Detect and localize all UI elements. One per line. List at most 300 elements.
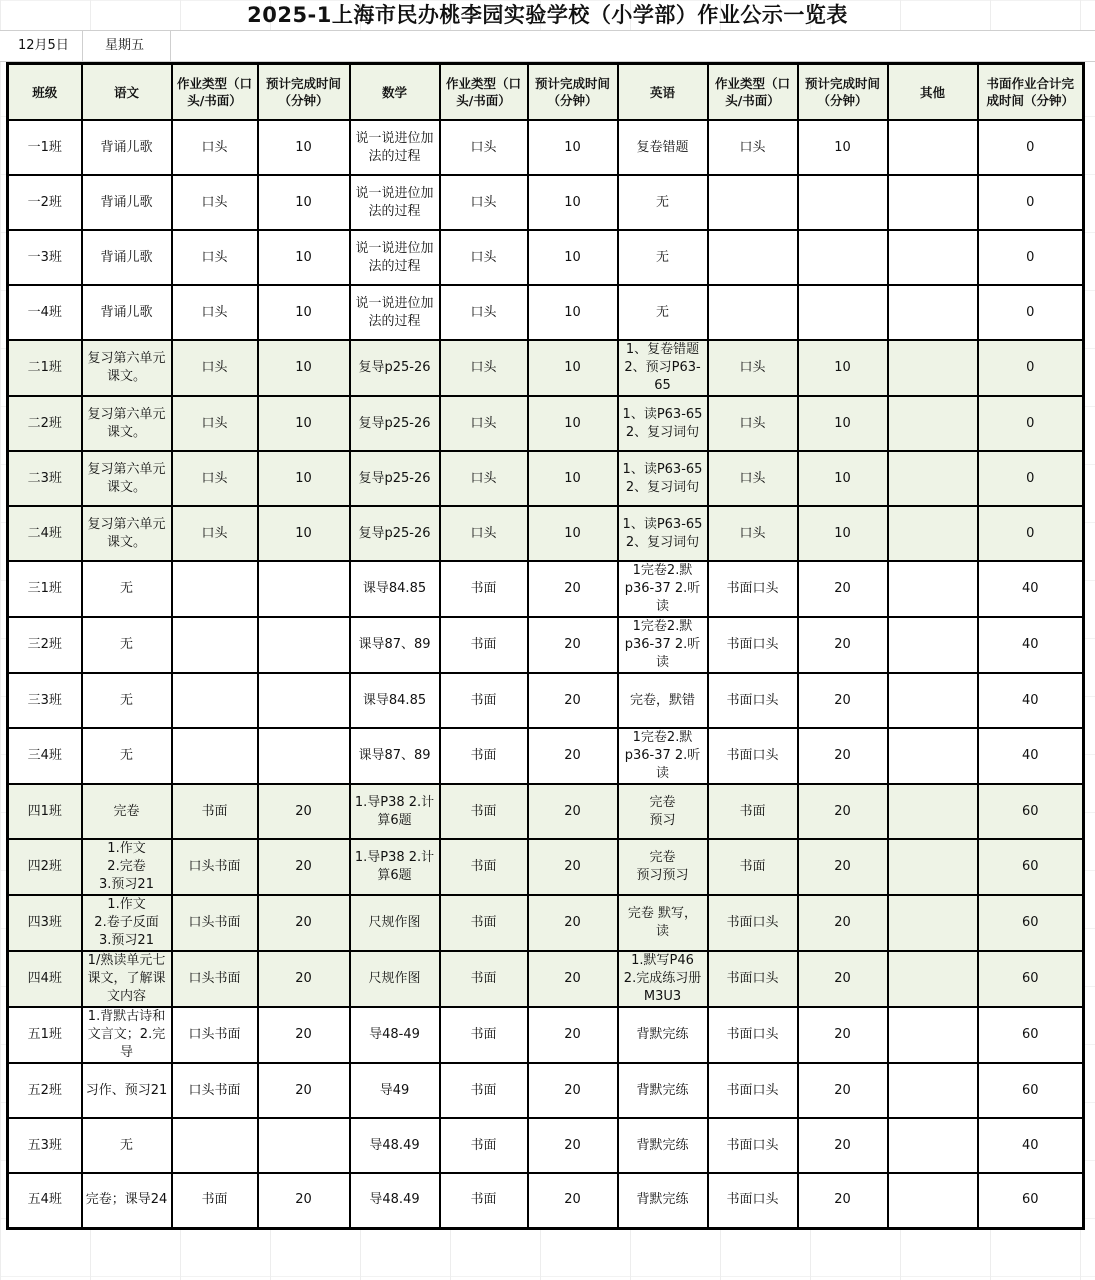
cell-written-total[interactable]: [978, 506, 1084, 561]
cell-class[interactable]: [8, 230, 82, 285]
cell-text: 书面口头: [726, 692, 779, 708]
cell-written-total[interactable]: [978, 617, 1084, 673]
cell-class[interactable]: [8, 340, 82, 396]
cell-chinese-time[interactable]: [258, 1173, 350, 1228]
cell-english-type[interactable]: [708, 673, 798, 728]
cell-math[interactable]: [350, 895, 440, 951]
cell-chinese[interactable]: [82, 230, 172, 285]
cell-english-time[interactable]: [798, 673, 888, 728]
cell-other[interactable]: [888, 230, 978, 285]
cell-chinese-type[interactable]: [172, 617, 258, 673]
cell-math[interactable]: [350, 1063, 440, 1118]
cell-math-time[interactable]: [528, 1118, 618, 1173]
cell-chinese-time[interactable]: [258, 617, 350, 673]
cell-chinese-type[interactable]: [172, 340, 258, 396]
cell-math-time[interactable]: [528, 1007, 618, 1063]
cell-english-type[interactable]: [708, 285, 798, 340]
cell-english-type[interactable]: [708, 895, 798, 951]
cell-chinese-type[interactable]: [172, 561, 258, 617]
cell-english-type[interactable]: [708, 839, 798, 895]
cell-english[interactable]: [618, 285, 708, 340]
cell-chinese-type[interactable]: [172, 673, 258, 728]
header-written-total[interactable]: [978, 64, 1084, 121]
cell-math-time[interactable]: [528, 396, 618, 451]
cell-english[interactable]: [618, 120, 708, 175]
cell-class[interactable]: [8, 1063, 82, 1118]
cell-math-type[interactable]: [440, 1063, 528, 1118]
cell-text: 20: [834, 748, 851, 763]
cell-math[interactable]: [350, 120, 440, 175]
cell-written-total[interactable]: [978, 1007, 1084, 1063]
cell-text: 20: [834, 637, 851, 652]
cell-chinese[interactable]: [82, 728, 172, 784]
cell-english-type[interactable]: [708, 728, 798, 784]
cell-english[interactable]: [618, 1007, 708, 1063]
cell-other[interactable]: [888, 285, 978, 340]
cell-english-time[interactable]: [798, 506, 888, 561]
header-chinese-time[interactable]: [258, 64, 350, 121]
cell-chinese[interactable]: [82, 1007, 172, 1063]
header-english-time[interactable]: [798, 64, 888, 121]
cell-math-time[interactable]: [528, 230, 618, 285]
cell-other[interactable]: [888, 506, 978, 561]
cell-chinese-type[interactable]: [172, 728, 258, 784]
cell-english-type[interactable]: [708, 1063, 798, 1118]
cell-math-time[interactable]: [528, 120, 618, 175]
cell-english-time[interactable]: [798, 1173, 888, 1228]
cell-chinese-type[interactable]: [172, 451, 258, 506]
cell-math-time[interactable]: [528, 784, 618, 839]
cell-other[interactable]: [888, 895, 978, 951]
cell-text: 无: [655, 194, 669, 210]
cell-math[interactable]: [350, 1118, 440, 1173]
cell-english[interactable]: [618, 951, 708, 1007]
cell-chinese-type[interactable]: [172, 175, 258, 230]
cell-written-total[interactable]: [978, 451, 1084, 506]
header-math-time[interactable]: [528, 64, 618, 121]
cell-math-time[interactable]: [528, 451, 618, 506]
cell-text: 三1班: [27, 581, 62, 596]
cell-class[interactable]: [8, 285, 82, 340]
cell-text: 60: [1021, 803, 1039, 819]
cell-chinese-time[interactable]: [258, 728, 350, 784]
cell-math-time[interactable]: [528, 340, 618, 396]
cell-chinese[interactable]: [82, 285, 172, 340]
cell-text: 书面: [470, 692, 497, 708]
cell-text: 0: [1026, 360, 1035, 375]
cell-english[interactable]: [618, 175, 708, 230]
cell-english[interactable]: [618, 728, 708, 784]
cell-english-type[interactable]: [708, 1173, 798, 1228]
cell-chinese[interactable]: [82, 1063, 172, 1118]
cell-english-time[interactable]: [798, 175, 888, 230]
cell-chinese[interactable]: [82, 895, 172, 951]
cell-written-total[interactable]: [978, 1173, 1084, 1228]
cell-english-time[interactable]: [798, 561, 888, 617]
cell-math-type[interactable]: [440, 230, 528, 285]
cell-english-time[interactable]: [798, 230, 888, 285]
cell-text: 五2班: [27, 1082, 62, 1098]
cell-chinese-type[interactable]: [172, 1173, 258, 1228]
cell-english[interactable]: [618, 230, 708, 285]
cell-written-total[interactable]: [978, 895, 1084, 951]
cell-chinese[interactable]: [82, 1118, 172, 1173]
cell-text: 1.导P38 2.计算6题: [354, 850, 435, 883]
cell-written-total[interactable]: [978, 1118, 1084, 1173]
cell-chinese-time[interactable]: [258, 396, 350, 451]
cell-written-total[interactable]: [978, 175, 1084, 230]
cell-text: 20: [564, 1137, 581, 1153]
cell-class[interactable]: [8, 396, 82, 451]
cell-english-type[interactable]: [708, 1007, 798, 1063]
cell-math-type[interactable]: [440, 1007, 528, 1063]
cell-text: 书面: [470, 803, 497, 819]
cell-english[interactable]: [618, 617, 708, 673]
cell-english[interactable]: [618, 396, 708, 451]
cell-chinese-time[interactable]: [258, 784, 350, 839]
cell-other[interactable]: [888, 1063, 978, 1118]
cell-chinese[interactable]: [82, 175, 172, 230]
cell-other[interactable]: [888, 1118, 978, 1173]
cell-text: 口头: [201, 194, 228, 210]
cell-other[interactable]: [888, 396, 978, 451]
cell-english-type[interactable]: [708, 561, 798, 617]
cell-math[interactable]: [350, 1007, 440, 1063]
cell-class[interactable]: [8, 617, 82, 673]
cell-text: 0: [1026, 194, 1035, 210]
header-label: 预计完成时间（分钟）: [265, 76, 341, 108]
homework-table: [6, 62, 1085, 1230]
cell-chinese-time[interactable]: [258, 895, 350, 951]
cell-other[interactable]: [888, 175, 978, 230]
cell-other[interactable]: [888, 784, 978, 839]
header-english-type[interactable]: [708, 64, 798, 121]
cell-math-type[interactable]: [440, 451, 528, 506]
cell-math-type[interactable]: [440, 728, 528, 784]
cell-written-total[interactable]: [978, 673, 1084, 728]
cell-chinese-time[interactable]: [258, 561, 350, 617]
cell-chinese-type[interactable]: [172, 230, 258, 285]
cell-math-time[interactable]: [528, 506, 618, 561]
cell-written-total[interactable]: [978, 728, 1084, 784]
header-english[interactable]: [618, 64, 708, 121]
cell-math-time[interactable]: [528, 895, 618, 951]
table-row: [8, 839, 1084, 895]
cell-english-type[interactable]: [708, 784, 798, 839]
cell-class[interactable]: [8, 1173, 82, 1228]
cell-math-time[interactable]: [528, 951, 618, 1007]
header-other[interactable]: [888, 64, 978, 121]
cell-english[interactable]: [618, 784, 708, 839]
cell-other[interactable]: [888, 673, 978, 728]
cell-chinese-type[interactable]: [172, 120, 258, 175]
cell-class[interactable]: [8, 839, 82, 895]
cell-text: 1.背默古诗和文言文；2.完导: [87, 1009, 166, 1060]
cell-english[interactable]: [618, 451, 708, 506]
cell-text: 口头: [470, 470, 497, 486]
cell-chinese-type[interactable]: [172, 784, 258, 839]
cell-math-time[interactable]: [528, 839, 618, 895]
cell-text: 20: [564, 581, 581, 596]
cell-english-type[interactable]: [708, 617, 798, 673]
cell-text: 书面口头: [726, 581, 779, 596]
cell-math-type[interactable]: [440, 396, 528, 451]
cell-math[interactable]: [350, 839, 440, 895]
cell-math[interactable]: [350, 340, 440, 396]
cell-english[interactable]: [618, 561, 708, 617]
cell-english-time[interactable]: [798, 396, 888, 451]
weekday-cell[interactable]: 星期五: [105, 38, 145, 53]
cell-math-type[interactable]: [440, 175, 528, 230]
cell-chinese[interactable]: [82, 396, 172, 451]
cell-written-total[interactable]: [978, 951, 1084, 1007]
cell-chinese-time[interactable]: [258, 120, 350, 175]
cell-english-time[interactable]: [798, 340, 888, 396]
cell-class[interactable]: [8, 784, 82, 839]
cell-chinese-time[interactable]: [258, 175, 350, 230]
cell-english-time[interactable]: [798, 1007, 888, 1063]
cell-chinese-type[interactable]: [172, 895, 258, 951]
cell-math[interactable]: [350, 396, 440, 451]
date-cell[interactable]: 12月5日: [18, 38, 69, 53]
cell-math[interactable]: [350, 1173, 440, 1228]
cell-text: 60: [1021, 971, 1039, 986]
cell-math-type[interactable]: [440, 120, 528, 175]
cell-text: 书面: [470, 915, 497, 930]
cell-text: 1.作文 2.卷子反面 3.预习21: [94, 897, 159, 948]
cell-text: 口头: [739, 470, 766, 486]
cell-math-time[interactable]: [528, 285, 618, 340]
cell-chinese-time[interactable]: [258, 951, 350, 1007]
cell-other[interactable]: [888, 839, 978, 895]
cell-other[interactable]: [888, 1173, 978, 1228]
cell-chinese[interactable]: [82, 451, 172, 506]
cell-math-type[interactable]: [440, 673, 528, 728]
cell-other[interactable]: [888, 951, 978, 1007]
cell-math-type[interactable]: [440, 839, 528, 895]
cell-chinese-time[interactable]: [258, 230, 350, 285]
cell-written-total[interactable]: [978, 839, 1084, 895]
cell-math[interactable]: [350, 784, 440, 839]
cell-written-total[interactable]: [978, 561, 1084, 617]
cell-text: 10: [564, 360, 581, 375]
cell-text: 书面口头: [726, 1027, 779, 1042]
header-math[interactable]: [350, 64, 440, 121]
cell-other[interactable]: [888, 340, 978, 396]
cell-english-time[interactable]: [798, 895, 888, 951]
cell-text: 复导p25-26: [358, 415, 431, 431]
cell-chinese[interactable]: [82, 1173, 172, 1228]
cell-math[interactable]: [350, 175, 440, 230]
cell-text: 口头: [470, 360, 497, 375]
cell-class[interactable]: [8, 506, 82, 561]
cell-math-type[interactable]: [440, 1118, 528, 1173]
cell-written-total[interactable]: [978, 396, 1084, 451]
cell-chinese[interactable]: [82, 951, 172, 1007]
table-row: [8, 895, 1084, 951]
cell-english-type[interactable]: [708, 396, 798, 451]
header-label: 数学: [381, 84, 407, 100]
cell-math-type[interactable]: [440, 1173, 528, 1228]
cell-english-time[interactable]: [798, 1063, 888, 1118]
cell-math[interactable]: [350, 285, 440, 340]
cell-math[interactable]: [350, 728, 440, 784]
cell-text: 60: [1021, 1192, 1039, 1208]
cell-chinese[interactable]: [82, 839, 172, 895]
cell-math-time[interactable]: [528, 673, 618, 728]
cell-class[interactable]: [8, 175, 82, 230]
cell-written-total[interactable]: [978, 285, 1084, 340]
table-body: [8, 120, 1084, 1228]
cell-math[interactable]: [350, 451, 440, 506]
cell-chinese-type[interactable]: [172, 1007, 258, 1063]
cell-math[interactable]: [350, 673, 440, 728]
cell-english-time[interactable]: [798, 728, 888, 784]
cell-english-type[interactable]: [708, 951, 798, 1007]
cell-class[interactable]: [8, 673, 82, 728]
cell-chinese[interactable]: [82, 340, 172, 396]
cell-written-total[interactable]: [978, 230, 1084, 285]
cell-math-type[interactable]: [440, 951, 528, 1007]
cell-other[interactable]: [888, 561, 978, 617]
cell-math-time[interactable]: [528, 1173, 618, 1228]
cell-written-total[interactable]: [978, 784, 1084, 839]
header-chinese[interactable]: [82, 64, 172, 121]
cell-chinese-type[interactable]: [172, 396, 258, 451]
cell-text: 口头: [201, 415, 228, 431]
cell-english[interactable]: [618, 895, 708, 951]
cell-math-type[interactable]: [440, 617, 528, 673]
cell-math-time[interactable]: [528, 175, 618, 230]
cell-english-time[interactable]: [798, 285, 888, 340]
cell-math-time[interactable]: [528, 561, 618, 617]
header-label: 作业类型（口头/书面）: [445, 76, 521, 108]
cell-chinese-time[interactable]: [258, 839, 350, 895]
cell-class[interactable]: [8, 561, 82, 617]
cell-english-type[interactable]: [708, 451, 798, 506]
cell-other[interactable]: [888, 120, 978, 175]
cell-chinese-type[interactable]: [172, 951, 258, 1007]
cell-math[interactable]: [350, 617, 440, 673]
cell-math-type[interactable]: [440, 561, 528, 617]
cell-english-type[interactable]: [708, 175, 798, 230]
header-class[interactable]: [8, 64, 82, 121]
cell-math-type[interactable]: [440, 506, 528, 561]
cell-chinese-time[interactable]: [258, 285, 350, 340]
cell-class[interactable]: [8, 728, 82, 784]
cell-written-total[interactable]: [978, 120, 1084, 175]
cell-other[interactable]: [888, 1007, 978, 1063]
cell-chinese-type[interactable]: [172, 839, 258, 895]
cell-chinese[interactable]: [82, 120, 172, 175]
cell-english-type[interactable]: [708, 120, 798, 175]
cell-class[interactable]: [8, 120, 82, 175]
cell-chinese[interactable]: [82, 673, 172, 728]
cell-text: 复习第六单元课文。: [87, 351, 166, 384]
cell-math-type[interactable]: [440, 285, 528, 340]
cell-text: 60: [1021, 1082, 1039, 1098]
cell-english-type[interactable]: [708, 1118, 798, 1173]
cell-chinese[interactable]: [82, 506, 172, 561]
cell-written-total[interactable]: [978, 340, 1084, 396]
cell-class[interactable]: [8, 951, 82, 1007]
cell-english[interactable]: [618, 340, 708, 396]
cell-english[interactable]: [618, 506, 708, 561]
cell-chinese-time[interactable]: [258, 1118, 350, 1173]
header-chinese-type[interactable]: [172, 64, 258, 121]
cell-english-time[interactable]: [798, 951, 888, 1007]
cell-math-time[interactable]: [528, 617, 618, 673]
cell-math-type[interactable]: [440, 340, 528, 396]
cell-math-time[interactable]: [528, 1063, 618, 1118]
cell-english-time[interactable]: [798, 617, 888, 673]
cell-text: 1/熟读单元七课文，了解课文内容: [87, 953, 166, 1004]
header-math-type[interactable]: [440, 64, 528, 121]
cell-english-time[interactable]: [798, 784, 888, 839]
cell-chinese-type[interactable]: [172, 1118, 258, 1173]
cell-text: 无: [119, 637, 133, 652]
cell-english-time[interactable]: [798, 1118, 888, 1173]
cell-class[interactable]: [8, 1007, 82, 1063]
cell-class[interactable]: [8, 895, 82, 951]
cell-chinese-type[interactable]: [172, 506, 258, 561]
cell-chinese[interactable]: [82, 784, 172, 839]
cell-math[interactable]: [350, 561, 440, 617]
cell-chinese-time[interactable]: [258, 506, 350, 561]
cell-english-time[interactable]: [798, 451, 888, 506]
cell-english-time[interactable]: [798, 120, 888, 175]
cell-math[interactable]: [350, 506, 440, 561]
cell-chinese-time[interactable]: [258, 1007, 350, 1063]
cell-english[interactable]: [618, 839, 708, 895]
cell-chinese-time[interactable]: [258, 340, 350, 396]
cell-text: 书面: [739, 859, 766, 874]
cell-english[interactable]: [618, 1063, 708, 1118]
cell-english-type[interactable]: [708, 230, 798, 285]
cell-english[interactable]: [618, 1118, 708, 1173]
cell-chinese[interactable]: [82, 617, 172, 673]
cell-class[interactable]: [8, 1118, 82, 1173]
cell-english[interactable]: [618, 1173, 708, 1228]
cell-text: 书面口头: [726, 915, 779, 930]
cell-english[interactable]: [618, 673, 708, 728]
cell-text: 课导87、89: [358, 748, 431, 763]
cell-chinese-type[interactable]: [172, 285, 258, 340]
cell-text: 无: [655, 249, 669, 265]
cell-chinese-time[interactable]: [258, 1063, 350, 1118]
cell-other[interactable]: [888, 728, 978, 784]
cell-chinese-time[interactable]: [258, 673, 350, 728]
cell-text: 习作、预习21: [85, 1082, 168, 1098]
cell-english-type[interactable]: [708, 506, 798, 561]
cell-written-total[interactable]: [978, 1063, 1084, 1118]
cell-english-type[interactable]: [708, 340, 798, 396]
cell-math[interactable]: [350, 230, 440, 285]
cell-math-type[interactable]: [440, 784, 528, 839]
cell-math[interactable]: [350, 951, 440, 1007]
cell-english-time[interactable]: [798, 839, 888, 895]
cell-chinese-type[interactable]: [172, 1063, 258, 1118]
cell-other[interactable]: [888, 617, 978, 673]
cell-chinese[interactable]: [82, 561, 172, 617]
cell-class[interactable]: [8, 451, 82, 506]
cell-math-type[interactable]: [440, 895, 528, 951]
table-row: [8, 1007, 1084, 1063]
cell-text: 20: [834, 859, 851, 874]
cell-chinese-time[interactable]: [258, 451, 350, 506]
cell-math-time[interactable]: [528, 728, 618, 784]
cell-other[interactable]: [888, 451, 978, 506]
